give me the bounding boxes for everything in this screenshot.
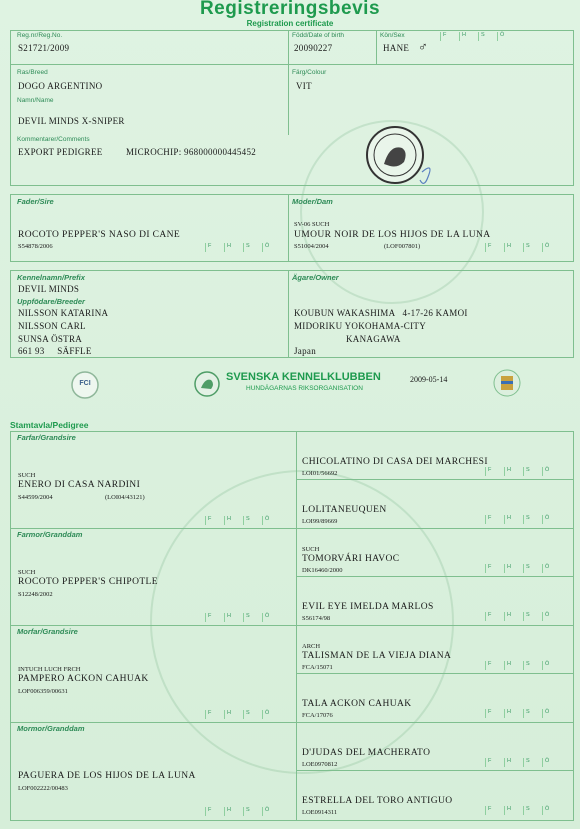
fhso-cell: F [205, 516, 224, 525]
fhso-cell: H [504, 515, 523, 524]
sex-label: Kön/Sex [380, 32, 405, 39]
fhso-cell: H [504, 564, 523, 573]
owner-label: Ägare/Owner [292, 273, 339, 282]
divider [296, 576, 573, 577]
fhso-cell: F [485, 661, 504, 670]
divider [296, 770, 573, 771]
breeder-line: NILSSON CARL [18, 321, 86, 331]
great-grandparent-name: EVIL EYE IMELDA MARLOS [302, 602, 434, 612]
fhso-cell: H [224, 613, 243, 622]
divider [288, 30, 289, 135]
grandparent-reg: LOF002222/00483 [18, 785, 68, 792]
fhso-cell: H [224, 516, 243, 525]
owner-line: KOUBUN WAKASHIMA 4-17-26 KAMOI [294, 308, 468, 318]
breeder-label: Uppfödare/Breeder [17, 297, 85, 306]
divider [296, 673, 573, 674]
divider [288, 194, 289, 261]
fhso-cell: Ö [542, 661, 561, 670]
comments-label: Kommentarer/Comments [17, 136, 90, 143]
fhso-cell: F [485, 709, 504, 718]
grandparent-reg: LOF006359/00631 [18, 688, 68, 695]
fhso-header [205, 710, 281, 719]
born-value: 20090227 [294, 43, 333, 53]
great-grandparent-name: TALA ACKON CAHUAK [302, 699, 412, 709]
fhso-cell: Ö [542, 758, 561, 767]
grandparent-reg-foreign: (LOI04/43121) [105, 494, 145, 501]
fhso-cell: H [504, 661, 523, 670]
great-grandparent-name: TOMORVÁRI HAVOC [302, 554, 400, 564]
fhso-cell: Ö [497, 32, 516, 41]
dam-reg: S51004/2004 [294, 243, 329, 250]
fhso-cell: H [504, 806, 523, 815]
name-value: DEVIL MINDS X-SNIPER [18, 116, 125, 126]
fhso-cell: S [523, 758, 542, 767]
grandparent-label: Farmor/Granddam [17, 530, 83, 539]
club-subtitle: HUNDÄGARNAS RIKSORGANISATION [246, 385, 363, 392]
sire-name: ROCOTO PEPPER'S NASO DI CANE [18, 230, 181, 240]
fhso-cell: Ö [542, 564, 561, 573]
divider [376, 30, 377, 64]
fhso-cell: Ö [262, 710, 281, 719]
fhso-header [485, 661, 561, 670]
fhso-cell: F [485, 243, 504, 252]
club-emblem-icon [193, 370, 221, 398]
dam-name: UMOUR NOIR DE LOS HIJOS DE LA LUNA [294, 230, 491, 240]
fhso-cell: S [243, 807, 262, 816]
grandparent-name: PAMPERO ACKON CAHUAK [18, 674, 149, 684]
fhso-cell: Ö [262, 516, 281, 525]
fhso-header [485, 758, 561, 767]
grandparent-label: Morfar/Grandsire [17, 627, 78, 636]
fhso-cell: H [504, 758, 523, 767]
fhso-cell: S [523, 243, 542, 252]
grandparent-name: ROCOTO PEPPER'S CHIPOTLE [18, 577, 158, 587]
fhso-cell: Ö [262, 613, 281, 622]
fhso-header [440, 32, 516, 41]
fhso-cell: H [504, 467, 523, 476]
fci-logo-text: FCI [79, 380, 91, 387]
comments-value: EXPORT PEDIGREE [18, 147, 103, 157]
fhso-header [485, 709, 561, 718]
fhso-header [485, 612, 561, 621]
divider [296, 479, 573, 480]
kennel-value: DEVIL MINDS [18, 284, 80, 294]
reg-value: S21721/2009 [18, 43, 70, 53]
great-grandparent-reg: LOE0970812 [302, 761, 338, 768]
fhso-cell: Ö [262, 243, 281, 252]
fhso-cell: H [224, 807, 243, 816]
fhso-header [485, 467, 561, 476]
kennel-label: Kennelnamn/Prefix [17, 273, 85, 282]
fhso-header [485, 564, 561, 573]
fhso-cell: H [504, 709, 523, 718]
grandparent-label: Farfar/Grandsire [17, 433, 76, 442]
grandparent-label: Mormor/Granddam [17, 724, 85, 733]
fhso-header [485, 515, 561, 524]
great-grandparent-name: ESTRELLA DEL TORO ANTIGUO [302, 796, 453, 806]
fhso-cell: Ö [542, 467, 561, 476]
grandparent-title: SUCH [18, 569, 36, 576]
grandparent-title: SUCH [18, 472, 36, 479]
fhso-cell: H [504, 243, 523, 252]
great-grandparent-reg: DK16460/2000 [302, 567, 343, 574]
divider [10, 722, 573, 723]
fhso-cell: Ö [542, 709, 561, 718]
fhso-cell: F [205, 710, 224, 719]
divider [288, 270, 289, 357]
great-grandparent-reg: FCA/15071 [302, 664, 333, 671]
grandparent-name: PAGUERA DE LOS HIJOS DE LA LUNA [18, 771, 196, 781]
colour-value: VIT [296, 81, 312, 91]
fhso-cell: S [243, 710, 262, 719]
great-grandparent-name: CHICOLATINO DI CASA DEI MARCHESI [302, 457, 488, 467]
great-grandparent-reg: LOE0914311 [302, 809, 338, 816]
fhso-cell: S [523, 515, 542, 524]
fhso-cell: Ö [542, 806, 561, 815]
fhso-cell: Ö [542, 515, 561, 524]
fhso-cell: H [224, 243, 243, 252]
fhso-cell: S [523, 467, 542, 476]
official-stamp-icon [362, 122, 432, 192]
dam-reg-foreign: (LOF007801) [384, 243, 421, 250]
fhso-cell: Ö [542, 243, 561, 252]
owner-line: Japan [294, 346, 316, 356]
breeder-line: NILSSON KATARINA [18, 308, 109, 318]
dog-info-box [10, 30, 574, 186]
divider [10, 528, 573, 529]
fhso-cell: F [485, 467, 504, 476]
fhso-header [485, 806, 561, 815]
fhso-cell: F [485, 515, 504, 524]
fhso-cell: F [440, 32, 459, 41]
born-label: Född/Date of birth [292, 32, 345, 39]
great-grandparent-reg: LOI01/56692 [302, 470, 338, 477]
great-grandparent-title: SUCH [302, 546, 320, 553]
great-grandparent-reg: FCA/17076 [302, 712, 333, 719]
breed-label: Ras/Breed [17, 69, 48, 76]
colour-label: Färg/Colour [292, 69, 327, 76]
issue-date: 2009-05-14 [410, 375, 448, 384]
fhso-cell: F [485, 564, 504, 573]
fhso-header [205, 807, 281, 816]
microchip-value: MICROCHIP: 968000000445452 [126, 147, 257, 157]
fhso-cell: F [485, 612, 504, 621]
great-grandparent-name: LOLITANEUQUEN [302, 505, 387, 515]
fhso-cell: H [459, 32, 478, 41]
fhso-cell: S [243, 613, 262, 622]
owner-line: MIDORIKU YOKOHAMA-CITY [294, 321, 427, 331]
breed-value: DOGO ARGENTINO [18, 81, 103, 91]
fhso-header [205, 613, 281, 622]
fhso-cell: S [478, 32, 497, 41]
fhso-cell: S [523, 612, 542, 621]
fhso-cell: F [205, 243, 224, 252]
pedigree-title: Stamtavla/Pedigree [10, 420, 89, 430]
page-title: Registreringsbevis [199, 0, 381, 19]
breeder-line: 661 93 SÄFFLE [18, 346, 92, 356]
fhso-cell: H [504, 612, 523, 621]
sire-reg: S54878/2006 [18, 243, 53, 250]
dam-title: SV-06 SUCH [294, 221, 330, 228]
fhso-cell: S [523, 661, 542, 670]
swedish-crest-icon [492, 368, 522, 398]
great-grandparent-reg: S56174/98 [302, 615, 331, 622]
reg-label: Reg.nr/Reg.No. [17, 32, 63, 39]
male-symbol-icon: ♂ [418, 39, 429, 54]
great-grandparent-name: D'JUDAS DEL MACHERATO [302, 748, 431, 758]
fhso-cell: S [523, 564, 542, 573]
club-name: SVENSKA KENNELKLUBBEN [226, 371, 381, 383]
divider [10, 64, 573, 65]
great-grandparent-name: TALISMAN DE LA VIEJA DIANA [302, 651, 452, 661]
fhso-cell: S [243, 243, 262, 252]
fhso-cell: Ö [542, 612, 561, 621]
fhso-cell: Ö [262, 807, 281, 816]
owner-line: KANAGAWA [346, 334, 401, 344]
fhso-cell: H [224, 710, 243, 719]
grandparent-title: INTUCH LUCH FRCH [18, 666, 81, 673]
fhso-header [205, 243, 281, 252]
fhso-cell: S [243, 516, 262, 525]
dam-label: Moder/Dam [292, 197, 333, 206]
fhso-cell: F [205, 807, 224, 816]
grandparent-name: ENERO DI CASA NARDINI [18, 480, 141, 490]
sire-label: Fader/Sire [17, 197, 54, 206]
sex-value: HANE [383, 43, 410, 53]
breeder-line: SUNSA ÖSTRA [18, 334, 83, 344]
grandparent-reg: S12248/2002 [18, 591, 53, 598]
fhso-cell: S [523, 806, 542, 815]
great-grandparent-title: ARCH [302, 643, 321, 650]
fhso-cell: F [205, 613, 224, 622]
great-grandparent-reg: LOI99/89669 [302, 518, 338, 525]
fhso-header [485, 243, 561, 252]
name-label: Namn/Name [17, 97, 54, 104]
fhso-cell: F [485, 758, 504, 767]
fhso-header [205, 516, 281, 525]
fhso-cell: F [485, 806, 504, 815]
fhso-cell: S [523, 709, 542, 718]
divider [10, 625, 573, 626]
grandparent-reg: S44599/2004 [18, 494, 53, 501]
page-subtitle: Registration certificate [246, 19, 334, 28]
